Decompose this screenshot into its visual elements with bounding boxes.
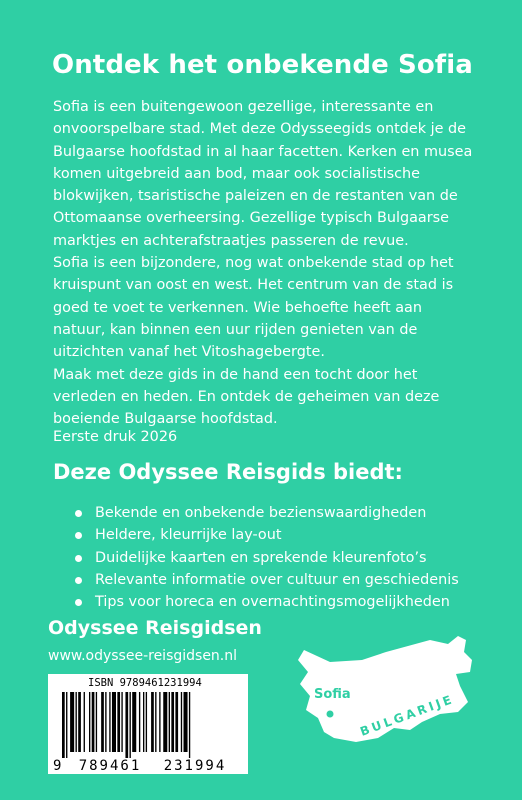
intro-line: goed te voet te verkennen. Wie behoefte heeft aan [53,299,422,316]
bullet-icon [75,510,82,517]
intro-line: verleden en heden. En ontdek de geheimen van deze [53,388,440,405]
barcode-bar [169,692,170,752]
barcode-bar [175,692,178,752]
barcode-bar [155,692,156,752]
feature-label: Heldere, kleurrijke lay-out [95,527,282,544]
barcode-bar [109,692,110,752]
intro-line: kruispunt van oost en west. Het centrum van de stad is [53,277,454,294]
barcode [48,674,248,774]
barcode-right-digits: 231994 [163,758,227,774]
barcode-bar [151,692,154,752]
barcode-bar [146,692,147,752]
barcode-bar [130,692,131,758]
page-title: Ontdek het onbekende Sofia [52,50,473,80]
bullet-icon [75,532,82,539]
barcode-first-digit: 9 [53,758,62,774]
intro-line: Bulgaarse hoofdstad in al haar facetten. Kerken en musea [53,143,473,160]
edition-note: Eerste druk 2026 [53,429,178,445]
barcode-bar [132,692,136,752]
barcode-bar [189,692,190,758]
intro-line: marktjes en achterafstraatjes passeren de revue. [53,232,409,249]
barcode-bar [181,692,182,752]
intro-line: Ottomaanse overheersing. Gezellige typisch Bulgaarse [53,210,449,227]
map-city-label: Sofia [314,687,351,702]
barcode-bar [76,692,77,752]
sofia-dot [327,711,334,718]
intro-line: onvoorspelbare stad. Met deze Odysseegids ontdek je de [53,121,467,138]
barcode-bar [125,692,128,758]
map-country-label: BULGARIJE [358,691,457,739]
barcode-bar [101,692,104,752]
features-title: Deze Odyssee Reisgids biedt: [53,460,403,484]
barcode-bar [117,692,120,752]
barcode-bar [70,692,74,752]
features-list [75,502,459,613]
feature-label: Relevante informatie over cultuur en geschiedenis [95,571,459,588]
barcode-graphic [48,674,248,774]
isbn-label: ISBN 9789461231994 [88,677,202,689]
barcode-bar [184,692,188,752]
barcode-bar [171,692,174,752]
publisher-brand: Odyssee Reisgidsen [48,617,262,639]
intro-line: blokwijken, tsaristische paleizen en de restanten van de [53,188,458,205]
intro-line: uitzichten vanaf het Vitoshagebergte. [53,344,325,361]
barcode-bar [105,692,106,752]
feature-item [75,524,459,546]
barcode-bar [84,692,85,752]
publisher-website: www.odyssee-reisgidsen.nl [48,648,238,664]
intro-line: boeiende Bulgaarse hoofdstad. [53,411,278,428]
barcode-bar [121,692,122,752]
barcode-bar [96,692,97,752]
barcode-bar [159,692,160,752]
intro-line: Sofia is een buitengewoon gezellige, interessante en [53,99,434,115]
barcode-bar [139,692,140,752]
barcode-bar [143,692,144,752]
barcode-bar [112,692,116,752]
feature-item [75,547,459,569]
barcode-bar [62,692,65,758]
intro-line: natuur, kan binnen een uur rijden genieten van de [53,321,418,338]
intro-line: Maak met deze gids in de hand een tocht door het [53,366,418,383]
intro-line: Sofia is een bijzondere, nog wat onbekende stad op het [53,255,454,272]
bullet-icon [75,577,82,584]
bulgaria-map [290,630,480,760]
barcode-bar [92,692,95,752]
barcode-left-digits: 789461 [78,758,142,774]
barcode-bar [66,692,67,758]
bullet-icon [75,555,82,562]
bullet-icon [75,599,82,606]
barcode-bar [78,692,81,752]
intro-line: komen uitgebreid aan bod, maar ook socialistische [53,165,421,182]
barcode-bar [89,692,90,752]
feature-label: Duidelijke kaarten en sprekende kleurenfoto’s [95,549,427,566]
feature-item [75,591,459,613]
feature-label: Tips voor horeca en overnachtingsmogelijkheden [95,594,450,611]
feature-item [75,502,459,524]
feature-item [75,569,459,591]
feature-label: Bekende en onbekende bezienswaardigheden [95,505,427,521]
intro-text [53,96,493,430]
barcode-bar [163,692,167,752]
